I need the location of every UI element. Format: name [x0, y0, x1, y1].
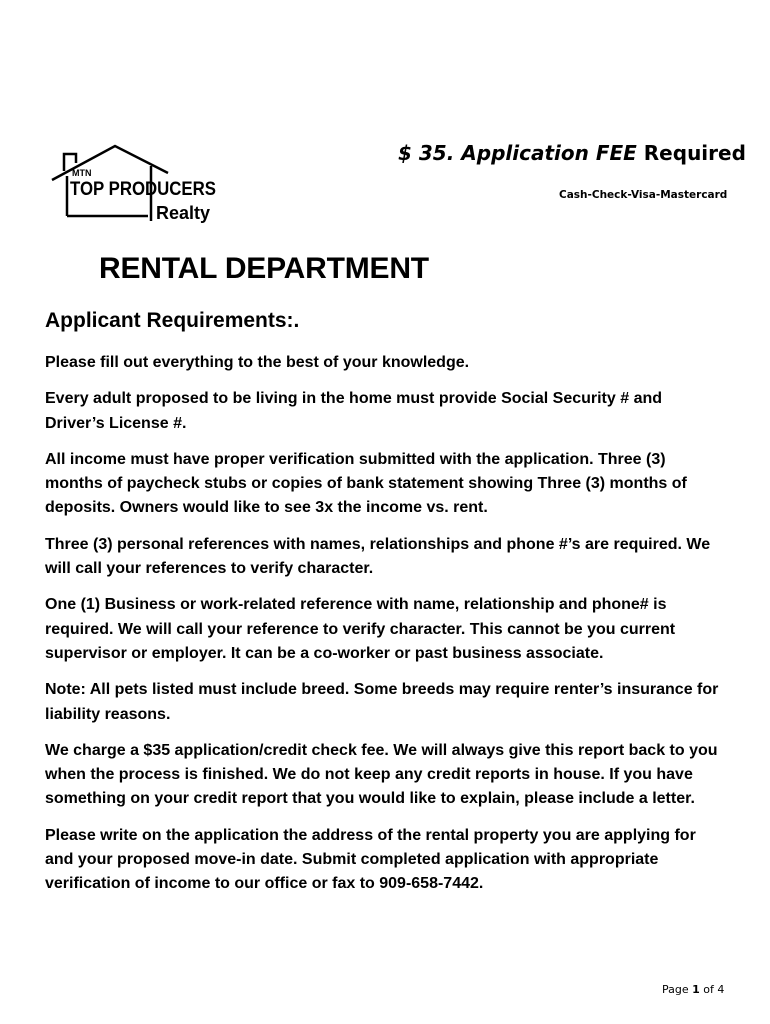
requirement-paragraph: Note: All pets listed must include breed. Some breeds may require renter’s insurance for liability reasons. — [45, 681, 719, 723]
payment-methods: Cash-Check-Visa-Mastercard — [559, 189, 728, 201]
company-logo — [50, 143, 220, 225]
fee-heading — [398, 141, 746, 165]
page-current: 1 — [692, 983, 700, 996]
requirement-paragraph: All income must have proper verification submitted with the application. Three (3) months of paycheck stubs or copies of bank statement showing Three (3) months of deposits. Owners would like to see 3x the income vs. rent. — [45, 450, 687, 517]
requirement-paragraph: Please fill out everything to the best of your knowledge. — [45, 354, 470, 371]
page-title: RENTAL DEPARTMENT — [99, 252, 429, 285]
logo-main-text: TOP PRODUCERS — [70, 178, 216, 200]
fee-amount: $ 35. — [398, 141, 455, 165]
logo-top-text: MTN — [72, 168, 92, 178]
requirements-list — [45, 351, 725, 909]
page-total: 4 — [717, 983, 725, 996]
page-of: of — [703, 983, 714, 996]
page-number — [662, 983, 724, 996]
requirement-paragraph: One (1) Business or work-related reference with name, relationship and phone# is required. We will call your reference to verify character. This cannot be you current supervisor or employer. It can be a co-worker or past business associate. — [45, 596, 676, 662]
requirement-paragraph: Three (3) personal references with names, relationships and phone #’s are required. We will call your references to verify character. — [45, 535, 711, 578]
logo-sub-text: Realty — [156, 203, 211, 223]
section-heading: Applicant Requirements:. — [45, 309, 300, 332]
requirement-paragraph: Every adult proposed to be living in the home must provide Social Security # and Driver’s License #. — [45, 390, 663, 432]
page-word: Page — [662, 983, 689, 996]
fee-label: Application FEE — [461, 141, 637, 165]
fee-required: Required — [643, 141, 746, 165]
requirement-paragraph: We charge a $35 application/credit check fee. We will always give this report back to you when the process is finished. We do not keep any credit reports in house. If you have something on your credit report that you would like to explain, please include a letter. — [45, 741, 718, 808]
requirement-paragraph: Please write on the application the address of the rental property you are applying for and your proposed move-in date. Submit completed application with appropriate verification of income to our office or fax to 909-658-7442. — [45, 826, 696, 893]
house-logo-icon — [50, 143, 220, 225]
